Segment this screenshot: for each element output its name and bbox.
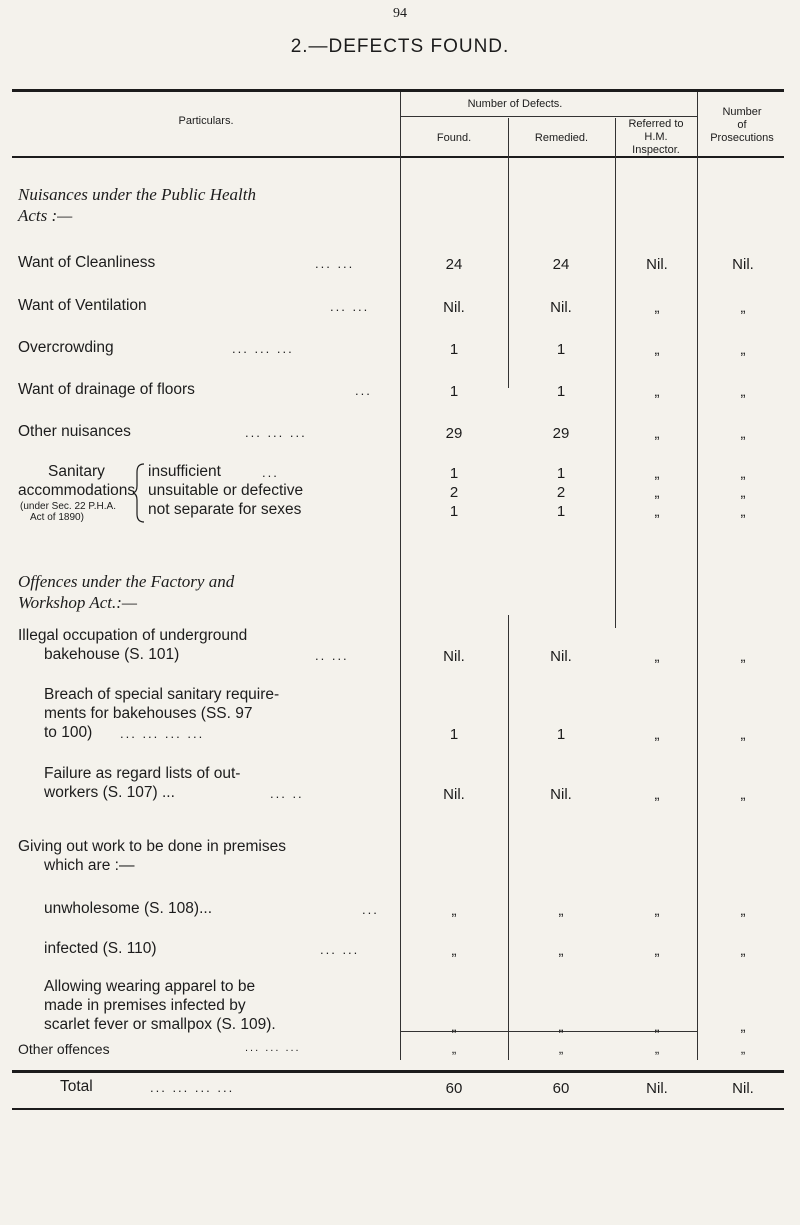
cell-prosecutions: „ xyxy=(740,465,746,482)
row-label-infected: infected (S. 110) xyxy=(44,940,157,957)
leader-dots: ... ... ... ... xyxy=(120,726,205,741)
cell-found: „ xyxy=(451,942,457,959)
row-label-apparel: Allowing wearing apparel to be xyxy=(44,978,256,995)
section-heading: Acts :— xyxy=(18,206,73,225)
section-heading: Offences under the Factory and xyxy=(18,572,235,591)
leader-dots: ... ... ... ... xyxy=(150,1080,235,1095)
header-subrule xyxy=(400,116,697,117)
header-prosecutions-2: of xyxy=(737,119,747,131)
row-label-unsuitable: unsuitable or defective xyxy=(148,482,304,499)
header-referred-3: Inspector. xyxy=(632,144,680,156)
row-label-drainage: Want of drainage of floors xyxy=(18,381,195,398)
cell-found: 1 xyxy=(449,726,459,743)
cell-referred: Nil. xyxy=(646,256,668,273)
page-number: 94 xyxy=(393,6,407,21)
section-heading: Workshop Act.:— xyxy=(18,593,137,612)
cell-found: „ xyxy=(451,902,457,919)
cell-remedied: 1 xyxy=(556,726,566,743)
cell-prosecutions: „ xyxy=(740,1041,746,1056)
header-referred-1: Referred to xyxy=(628,118,684,130)
cell-prosecutions: „ xyxy=(740,503,746,520)
table-end-rule xyxy=(12,1108,784,1110)
section-heading: which are :— xyxy=(44,857,135,874)
cell-total-prosecutions: Nil. xyxy=(732,1080,754,1097)
row-label-accommodations: accommodations xyxy=(18,482,136,499)
row-label-overcrowding: Overcrowding xyxy=(18,339,114,356)
row-label-other-offences: Other offences xyxy=(18,1041,110,1057)
cell-remedied: Nil. xyxy=(550,786,572,803)
cell-prosecutions: „ xyxy=(740,484,746,501)
cell-remedied: 1 xyxy=(556,383,566,400)
cell-found: 2 xyxy=(449,484,459,501)
cell-remedied: Nil. xyxy=(550,299,572,316)
cell-prosecutions: „ xyxy=(740,786,746,803)
leader-dots: .. ... xyxy=(315,648,349,663)
cell-referred: „ xyxy=(654,726,660,743)
leader-dots: ... ... xyxy=(320,942,360,957)
row-label-breach: ments for bakehouses (SS. 97 xyxy=(44,705,253,722)
column-rule xyxy=(508,615,509,1060)
page-title: 2.—DEFECTS FOUND. xyxy=(290,36,510,57)
cell-found: Nil. xyxy=(443,648,465,665)
row-label-other-nuisances: Other nuisances xyxy=(18,423,131,440)
cell-referred: „ xyxy=(654,383,660,400)
cell-referred: „ xyxy=(654,648,660,665)
cell-referred: „ xyxy=(654,786,660,803)
row-label-act-reference: (under Sec. 22 P.H.A. xyxy=(20,501,116,512)
cell-found: 1 xyxy=(449,383,459,400)
column-rule xyxy=(400,92,401,1060)
cell-remedied: 2 xyxy=(556,484,566,501)
cell-referred: „ xyxy=(654,902,660,919)
cell-found: Nil. xyxy=(443,299,465,316)
header-prosecutions-3: Prosecutions xyxy=(710,132,774,144)
cell-remedied: 1 xyxy=(556,341,566,358)
leader-dots: ... ... xyxy=(315,256,355,271)
cell-found: „ xyxy=(451,1018,457,1035)
header-remedied: Remedied. xyxy=(534,132,589,144)
cell-remedied: Nil. xyxy=(550,648,572,665)
leader-dots: ... .. xyxy=(270,786,304,801)
cell-prosecutions: „ xyxy=(740,299,746,316)
cell-found: „ xyxy=(451,1041,457,1056)
cell-found: 1 xyxy=(449,503,459,520)
cell-remedied: „ xyxy=(558,1018,564,1035)
row-label-unwholesome: unwholesome (S. 108)... xyxy=(44,900,213,917)
cell-prosecutions: „ xyxy=(740,1018,746,1035)
cell-referred: „ xyxy=(654,299,660,316)
row-label-breach: Breach of special sanitary require- xyxy=(44,686,280,703)
leader-dots: ... ... xyxy=(330,299,370,314)
row-label-bakehouse: bakehouse (S. 101) xyxy=(44,646,180,663)
leader-dots: ... ... ... xyxy=(245,1042,301,1054)
cell-referred: „ xyxy=(654,1041,660,1056)
row-label-outworkers: workers (S. 107) ... xyxy=(44,784,175,801)
section-heading: Nuisances under the Public Health xyxy=(18,185,256,204)
leader-dots: ... xyxy=(262,465,279,480)
header-prosecutions-1: Number xyxy=(722,106,762,118)
cell-referred: „ xyxy=(654,1018,660,1035)
cell-referred: „ xyxy=(654,942,660,959)
cell-found: 29 xyxy=(445,425,463,442)
cell-remedied: 29 xyxy=(552,425,570,442)
row-label-bakehouse: Illegal occupation of underground xyxy=(18,627,248,644)
cell-prosecutions: „ xyxy=(740,942,746,959)
header-number-of-defects: Number of Defects. xyxy=(467,98,563,110)
row-label-outworkers: Failure as regard lists of out- xyxy=(44,765,241,782)
brace-icon xyxy=(132,462,146,524)
cell-referred: „ xyxy=(654,484,660,501)
row-label-sanitary: Sanitary xyxy=(48,463,105,480)
cell-remedied: 24 xyxy=(552,256,570,273)
header-particulars: Particulars. xyxy=(178,115,234,127)
cell-referred: „ xyxy=(654,425,660,442)
header-found: Found. xyxy=(436,132,472,144)
cell-referred: „ xyxy=(654,465,660,482)
row-label-not-separate: not separate for sexes xyxy=(148,501,302,518)
cell-found: Nil. xyxy=(443,786,465,803)
cell-found: 24 xyxy=(445,256,463,273)
row-label-apparel: made in premises infected by xyxy=(44,997,246,1014)
row-label-breach: to 100) xyxy=(44,724,93,741)
row-label-ventilation: Want of Ventilation xyxy=(18,297,147,314)
row-label-insufficient: insufficient xyxy=(148,463,221,480)
cell-total-referred: Nil. xyxy=(646,1080,668,1097)
table-bottom-rule xyxy=(12,1070,784,1073)
row-label-act-reference: Act of 1890) xyxy=(30,512,84,523)
cell-referred: „ xyxy=(654,341,660,358)
cell-referred: „ xyxy=(654,503,660,520)
cell-total-remedied: 60 xyxy=(552,1080,570,1097)
cell-remedied: „ xyxy=(558,1041,564,1056)
cell-found: 1 xyxy=(449,341,459,358)
cell-prosecutions: „ xyxy=(740,425,746,442)
cell-prosecutions: „ xyxy=(740,341,746,358)
cell-remedied: 1 xyxy=(556,465,566,482)
cell-remedied: „ xyxy=(558,902,564,919)
header-referred-2: H.M. xyxy=(644,131,668,143)
leader-dots: ... ... ... xyxy=(245,425,307,440)
cell-total-found: 60 xyxy=(445,1080,463,1097)
cell-prosecutions: „ xyxy=(740,902,746,919)
cell-prosecutions: „ xyxy=(740,383,746,400)
leader-dots: ... xyxy=(355,383,372,398)
cell-prosecutions: Nil. xyxy=(732,256,754,273)
cell-prosecutions: „ xyxy=(740,726,746,743)
column-rule xyxy=(508,158,509,388)
row-label-total: Total xyxy=(60,1078,93,1095)
cell-prosecutions: „ xyxy=(740,648,746,665)
row-label-cleanliness: Want of Cleanliness xyxy=(18,254,156,271)
leader-dots: ... xyxy=(362,902,379,917)
cell-remedied: 1 xyxy=(556,503,566,520)
cell-found: 1 xyxy=(449,465,459,482)
leader-dots: ... ... ... xyxy=(232,341,294,356)
cell-remedied: „ xyxy=(558,942,564,959)
table-top-rule xyxy=(12,89,784,92)
section-heading: Giving out work to be done in premises xyxy=(18,838,286,855)
row-label-apparel: scarlet fever or smallpox (S. 109). xyxy=(44,1016,276,1033)
